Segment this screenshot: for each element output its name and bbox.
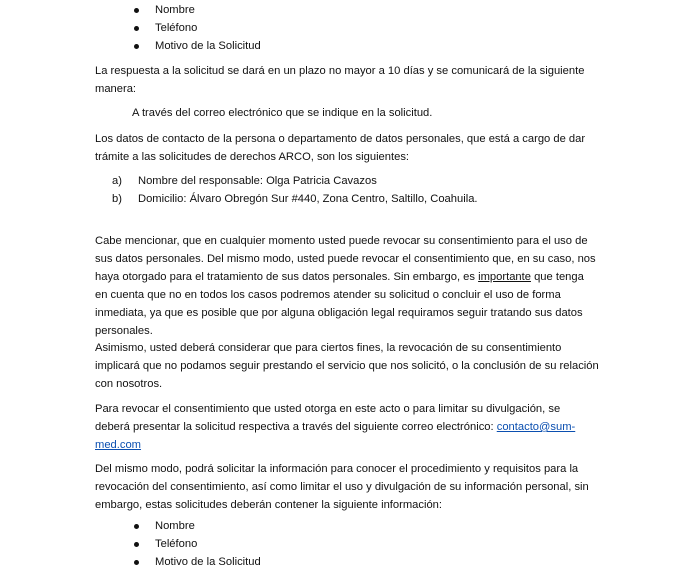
list-marker: a) (112, 175, 122, 187)
text-line: manera: (95, 83, 137, 95)
text-line: trámite a las solicitudes de derechos ARCO, son los siguientes: (95, 151, 410, 163)
paragraph-revocar (95, 232, 603, 340)
list-item: Teléfono (130, 19, 261, 37)
list-item-text: Nombre del responsable: Olga Patricia Cavazos (138, 175, 377, 187)
text-line: Del mismo modo, podrá solicitar la información para conocer el procedimiento y requisitos para la (95, 463, 579, 475)
paragraph-para-revocar (95, 400, 603, 454)
bullet-list-bottom (130, 517, 261, 571)
emphasis-underline: importante (478, 271, 531, 283)
text-line: Los datos de contacto de la persona o departamento de datos personales, que está a cargo de dar (95, 133, 586, 145)
email-link-continued[interactable]: med.com (95, 439, 142, 451)
paragraph-asimismo (95, 339, 603, 393)
paragraph-respuesta (95, 62, 603, 98)
text-line: implicará que no podamos seguir prestando el servicio que nos solicitó, o la conclusión de su relación (95, 360, 599, 372)
text-line: personales. (95, 325, 153, 337)
paragraph-contacto (95, 130, 603, 166)
text-line: La respuesta a la solicitud se dará en un plazo no mayor a 10 días y se comunicará de la siguiente (95, 65, 585, 77)
bullet-list-top (130, 1, 261, 55)
text-span: haya otorgado para el tratamiento de sus datos personales. Sin embargo, es (95, 271, 479, 283)
list-item: Teléfono (130, 535, 261, 553)
responsable-list (112, 172, 478, 208)
list-item: Motivo de la Solicitud (130, 37, 261, 55)
list-item (112, 172, 478, 190)
paragraph-del-mismo-modo (95, 460, 603, 514)
list-item: Nombre (130, 517, 261, 535)
text-line: Asimismo, usted deberá considerar que para ciertos fines, la revocación de su consentimiento (95, 342, 562, 354)
text-line: inmediata, ya que es posible que por alguna obligación legal requiramos seguir tratando sus datos (95, 307, 583, 319)
list-item: Nombre (130, 1, 261, 19)
list-item: Motivo de la Solicitud (130, 553, 261, 571)
email-link[interactable]: contacto@sum- (496, 421, 576, 433)
text-line: con nosotros. (95, 378, 163, 390)
text-line: sus datos personales. Del mismo modo, usted puede revocar el consentimiento que, en su caso, nos (95, 253, 596, 265)
paragraph-via-correo: A través del correo electrónico que se indique en la solicitud. (132, 107, 433, 119)
text-line: Para revocar el consentimiento que usted otorga en este acto o para limitar su divulgación, se (95, 403, 561, 415)
text-line (95, 418, 603, 436)
text-line: Cabe mencionar, que en cualquier momento usted puede revocar su consentimiento para el uso de (95, 235, 588, 247)
list-item (112, 190, 478, 208)
list-marker: b) (112, 193, 122, 205)
text-span: que tenga (530, 271, 584, 283)
text-line: embargo, estas solicitudes deberán contener la siguiente información: (95, 499, 443, 511)
text-line (95, 268, 603, 286)
text-span: deberá presentar la solicitud respectiva a través del siguiente correo electrónico: (95, 421, 497, 433)
text-line: en cuenta que no en todos los casos podremos atender su solicitud o concluir el uso de forma (95, 289, 561, 301)
text-line: revocación del consentimiento, así como limitar el uso y divulgación de su información personal, sin (95, 481, 589, 493)
list-item-text: Domicilio: Álvaro Obregón Sur #440, Zona Centro, Saltillo, Coahuila. (138, 193, 478, 205)
text-line (95, 436, 603, 454)
